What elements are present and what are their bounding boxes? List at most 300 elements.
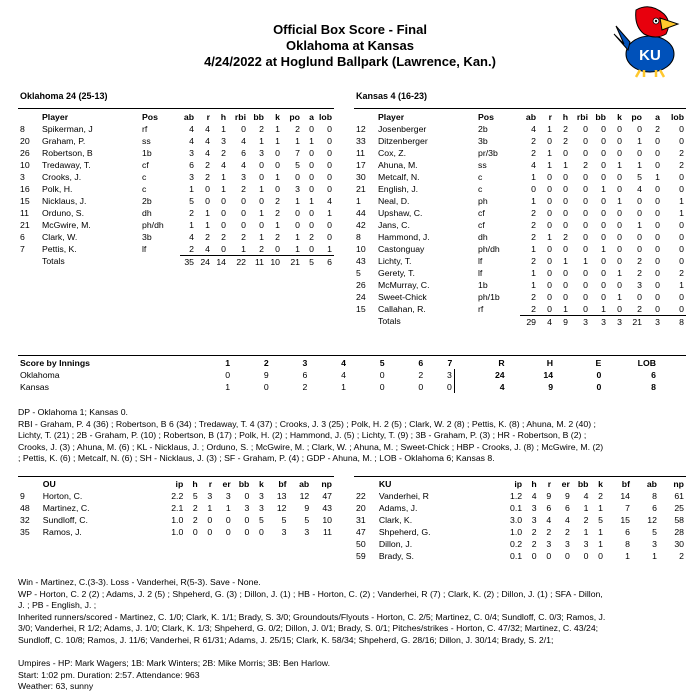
batting-cell: 1 (295, 135, 300, 146)
batting-cell: 0 (601, 255, 606, 266)
batting-cell: McMurray, C. (378, 279, 430, 290)
column-header-h: h (220, 111, 226, 122)
column-header-ip: ip (514, 478, 523, 489)
inning-runs: 1 (341, 381, 346, 392)
pitching-cell: 3 (531, 502, 537, 513)
totals-row (18, 256, 334, 269)
column-header-Player: Player (378, 111, 405, 122)
column-header-ip: ip (175, 478, 184, 489)
batting-cell: 2 (531, 255, 536, 266)
pitching-cell: 5 (652, 526, 657, 537)
pitching-cell: 0 (598, 550, 604, 561)
batting-cell: 0 (617, 231, 622, 242)
pitching-cell: 1 (598, 526, 604, 537)
linescore-team-name: Kansas (20, 381, 49, 392)
batting-cell: Clark, W. (42, 231, 78, 242)
inning-header: 1 (225, 357, 231, 368)
batting-cell: 4 (205, 123, 210, 134)
pitching-cell: 4 (564, 514, 570, 525)
batting-cell: 2 (221, 231, 226, 242)
column-header-lob: lob (318, 111, 332, 122)
batting-cell: 1 (259, 135, 264, 146)
batting-cell: 15 (20, 195, 30, 206)
pitching-cell: 2 (531, 538, 537, 549)
batting-cell: 1 (295, 243, 300, 254)
batting-cell: 1 (189, 183, 194, 194)
batting-cell: 0 (531, 183, 536, 194)
batting-cell: 0 (295, 207, 300, 218)
visitor-header-rule (18, 108, 334, 109)
batting-cell: 4 (241, 159, 246, 170)
column-header-bb: bb (577, 478, 589, 489)
batting-cell: 4 (189, 123, 194, 134)
column-header-h: h (531, 478, 537, 489)
table-row (354, 135, 686, 147)
batting-cell: 0 (275, 147, 280, 158)
batting-cell: 0 (637, 123, 642, 134)
table-row (18, 231, 334, 243)
batting-cell: 7 (295, 147, 300, 158)
batting-cell: 0 (275, 159, 280, 170)
pitching-cell: 5 (192, 490, 198, 501)
column-header-r: r (208, 478, 213, 489)
pitching-cell: 3 (583, 538, 589, 549)
batting-cell: 0 (601, 147, 606, 158)
inning-runs: 3 (425, 369, 454, 381)
batting-cell: 2 (531, 231, 536, 242)
batting-cell: 26 (20, 147, 30, 158)
pitching-cell: 6 (564, 502, 570, 513)
batting-cell: 0 (583, 231, 588, 242)
batting-cell: 0 (601, 123, 606, 134)
batting-cell: 1 (655, 171, 660, 182)
batting-cell: 0 (309, 147, 314, 158)
batting-cell: 0 (655, 231, 660, 242)
batting-cell: ss (478, 159, 487, 170)
batting-cell: 0 (583, 123, 588, 134)
batting-cell: 0 (679, 183, 684, 194)
batting-cell: 1 (189, 219, 194, 230)
batting-cell: 0 (547, 303, 552, 314)
batting-cell: c (142, 183, 147, 194)
batting-cell: 4 (531, 123, 536, 134)
batting-cell: lf (478, 255, 483, 266)
batting-cell: 1 (637, 219, 642, 230)
batting-cell: English, J. (378, 183, 419, 194)
inning-runs: 6 (302, 369, 308, 380)
batting-cell: 0 (563, 171, 568, 182)
table-row (18, 195, 334, 207)
batting-cell: 2 (679, 267, 684, 278)
pitching-cell: 3 (546, 538, 552, 549)
column-header-r: r (548, 111, 552, 122)
batting-cell: 0 (637, 231, 642, 242)
batting-cell: 0 (547, 219, 552, 230)
start-note: Start: 1:02 pm. Duration: 2:57. Attendance: 963 (18, 669, 200, 680)
batting-cell: 0 (617, 243, 622, 254)
batting-cell: 11 (20, 207, 30, 218)
batting-cell: 1 (617, 291, 622, 302)
batting-cell: 2 (205, 159, 210, 170)
inning-runs: 0 (263, 381, 269, 392)
pitching-cell: 9 (20, 490, 25, 501)
pitching-cell: 1 (598, 502, 604, 513)
pitching-cell: 10 (322, 514, 332, 525)
column-header-k: k (258, 478, 264, 489)
batting-cell: 0 (583, 147, 588, 158)
pitching-cell: 0 (546, 550, 552, 561)
pitching-cell: 7 (625, 502, 630, 513)
pitching-cell: Ramos, J. (42, 526, 82, 537)
batting-cell: 21 (282, 256, 302, 269)
column-header-r: r (206, 111, 210, 122)
pitching-cell: 12 (299, 490, 310, 501)
column-header-ab: ab (183, 111, 194, 122)
batting-cell: 2 (563, 135, 568, 146)
table-row (18, 502, 334, 514)
batting-cell: Totals (42, 256, 65, 267)
batting-cell: 1b (142, 147, 152, 158)
linescore-table (18, 357, 658, 393)
pitching-cell: Adams, J. (378, 502, 418, 513)
batting-cell: c (142, 171, 147, 182)
linescore-label: Score by Innings (20, 357, 90, 368)
batting-cell: 0 (583, 207, 588, 218)
umpires-note: Umpires - HP: Mark Wagers; 1B: Mark Winters; 2B: Mike Morris; 3B: Ben Harlow. (18, 658, 331, 668)
batting-cell: 1 (531, 195, 536, 206)
table-row (354, 303, 686, 316)
batting-cell: 0 (583, 291, 588, 302)
batting-cell: 2 (531, 303, 536, 314)
pitching-cell: 3 (225, 490, 231, 501)
batting-cell: 2 (259, 243, 264, 254)
batting-cell: 0 (655, 267, 660, 278)
pitching-cell: 2 (192, 514, 198, 525)
pitching-cell: 3 (652, 538, 657, 549)
pitching-cell: 50 (356, 538, 366, 549)
batting-cell: 0 (583, 243, 588, 254)
batting-cell: 1 (221, 123, 226, 134)
batting-cell: 0 (655, 159, 660, 170)
batting-cell: 0 (601, 267, 606, 278)
pitching-cell: 0.1 (510, 550, 523, 561)
batting-cell: 4 (205, 243, 210, 254)
column-header-bb: bb (595, 111, 606, 122)
batting-cell: 1 (309, 195, 314, 206)
pitching-team-label: KU (378, 478, 392, 489)
batting-cell: 0 (637, 195, 642, 206)
batting-cell: Upshaw, C. (378, 207, 423, 218)
batting-cell: Nicklaus, J. (42, 195, 87, 206)
logo-text: KU (639, 47, 661, 64)
pitching-cell: 2 (564, 526, 570, 537)
pitching-cell: 2.1 (171, 502, 184, 513)
table-row (354, 123, 686, 135)
pitching-cell: 32 (20, 514, 30, 525)
rhe-h: 9 (548, 381, 554, 392)
batting-cell: 0 (617, 303, 622, 314)
pitching-cell: 0 (225, 526, 231, 537)
batting-cell: 4 (205, 135, 210, 146)
pitching-cell: 5 (258, 514, 264, 525)
batting-cell: 1 (679, 207, 684, 218)
pitching-cell: 4 (531, 490, 537, 501)
table-row (18, 207, 334, 219)
pitching-cell: 1 (652, 550, 657, 561)
pitching-cell: 5 (281, 514, 287, 525)
table-row (18, 514, 334, 526)
jayhawk-logo (606, 4, 688, 78)
batting-cell: 0 (679, 123, 684, 134)
batting-cell: 4 (205, 147, 210, 158)
rbi-note-line-2: Lichty, T. (21) ; 2B - Graham, P. (10) ; Robertson, B (17) ; Polk, H. (2) ; Hammond, J. (5) ; Lichty, T. (9) ; 3B - Graham, P. (3) ; HR - Robertson, B (2) ; (18, 430, 587, 440)
rhe-e: 0 (596, 369, 602, 380)
column-header-Pos: Pos (142, 111, 158, 122)
pitching-cell: 59 (356, 550, 366, 561)
batting-cell: ph (478, 195, 488, 206)
batting-cell: 3 (590, 316, 608, 329)
batting-cell: 1 (205, 207, 210, 218)
batting-cell: 2 (275, 207, 280, 218)
pitching-cell: 3 (258, 502, 264, 513)
batting-cell: 1 (327, 243, 332, 254)
batting-cell: 0 (679, 135, 684, 146)
batting-cell: 0 (583, 135, 588, 146)
batting-cell: 1 (205, 219, 210, 230)
batting-cell: 0 (275, 243, 280, 254)
home-pitching-rule (354, 476, 686, 477)
linescore-team-row (18, 369, 658, 381)
column-header-lob: lob (670, 111, 684, 122)
batting-cell: 0 (221, 243, 226, 254)
pitching-cell: Clark, K. (378, 514, 413, 525)
column-header-a: a (309, 111, 314, 122)
column-header-k: k (598, 478, 604, 489)
batting-cell: Neal, D. (378, 195, 410, 206)
pitching-cell: 0.2 (510, 538, 523, 549)
inning-runs: 0 (425, 381, 454, 393)
visitor-team-title: Oklahoma 24 (25-13) (20, 91, 108, 101)
batting-cell: 4 (189, 231, 194, 242)
pitching-cell: 13 (276, 490, 287, 501)
batting-cell: 0 (295, 219, 300, 230)
batting-cell: 9 (554, 316, 570, 329)
blank-header-cell (354, 478, 377, 490)
pitching-cell: 0 (244, 514, 250, 525)
batting-cell: 0 (241, 219, 246, 230)
rhe-header: E (595, 357, 602, 368)
batting-cell (476, 316, 520, 329)
pitching-cell: 0.1 (510, 502, 523, 513)
table-row (354, 490, 686, 502)
table-row (354, 538, 686, 550)
batting-cell: 0 (547, 243, 552, 254)
pitching-cell: 1 (583, 526, 589, 537)
batting-cell: 5 (356, 267, 361, 278)
batting-cell: 3 (259, 147, 264, 158)
batting-cell: 0 (601, 291, 606, 302)
pitching-cell: 8 (625, 538, 630, 549)
home-batting-table (354, 111, 686, 328)
batting-cell: 0 (309, 123, 314, 134)
column-header-bb: bb (253, 111, 264, 122)
batting-cell: 0 (679, 219, 684, 230)
batting-cell: pr/3b (478, 147, 498, 158)
batting-cell: 0 (617, 123, 622, 134)
batting-cell: 0 (583, 303, 588, 314)
batting-cell: 0 (617, 135, 622, 146)
batting-cell: rf (142, 123, 148, 134)
batting-cell: Hammond, J. (378, 231, 430, 242)
pitching-cell: 1.0 (510, 526, 523, 537)
batting-cell: 0 (583, 279, 588, 290)
batting-cell: 35 (180, 256, 196, 269)
pitching-cell: 12 (647, 514, 657, 525)
batting-cell (354, 316, 376, 329)
visitor-pitching-rule (18, 476, 334, 477)
batting-cell: 0 (583, 183, 588, 194)
batting-cell: 2b (142, 195, 152, 206)
batting-cell: 21 (356, 183, 366, 194)
rhe-e: 0 (596, 381, 602, 392)
home-team-title: Kansas 4 (16-23) (356, 91, 428, 101)
inherited-note-line-3: Sundloff, C. 10/8; Ramos, J. 11/6; Vanderhei, R 61/31; Adams, J. 25/15; Clark, K. 58/34; Shpeherd, G. 28/16; Dillon, J. 30/14; Brady, S. 2/1; (18, 634, 554, 645)
batting-cell: 1 (679, 195, 684, 206)
batting-cell: 1 (547, 231, 552, 242)
batting-cell: 0 (679, 231, 684, 242)
batting-cell: 2 (259, 123, 264, 134)
batting-cell: Cox, Z. (378, 147, 406, 158)
column-header-ab: ab (646, 478, 657, 489)
batting-cell: 2 (189, 243, 194, 254)
batting-cell: 7 (20, 243, 25, 254)
batting-cell: 0 (309, 243, 314, 254)
column-header-np: np (673, 478, 684, 489)
pitching-cell: 35 (20, 526, 30, 537)
table-row (354, 171, 686, 183)
column-header-h: h (562, 111, 568, 122)
batting-cell: 30 (356, 171, 366, 182)
batting-cell: 4 (538, 316, 554, 329)
pitching-cell: 3 (281, 526, 287, 537)
batting-cell: 11 (248, 256, 266, 269)
blank-header-cell (354, 111, 376, 123)
batting-cell: 6 (316, 256, 334, 269)
batting-cell: 0 (547, 195, 552, 206)
batting-cell: 0 (601, 231, 606, 242)
batting-cell: 0 (637, 207, 642, 218)
batting-cell: 0 (655, 255, 660, 266)
pitching-cell: 9 (546, 490, 552, 501)
batting-cell: 8 (20, 123, 25, 134)
batting-cell: dh (142, 207, 152, 218)
batting-cell: c (478, 183, 483, 194)
rbi-note-line-3: Crooks, J. (3) ; Ahuna, M. (6) ; KL - Nicklaus, J. ; Orduno, S. ; McGwire, M. ; Clark, W. ; Ahuna, M. ; Sweet-Chick ; HBP - Crooks, J. (8) ; McGwire, M. (2) (18, 441, 604, 452)
batting-cell: 0 (547, 171, 552, 182)
batting-cell: 0 (679, 243, 684, 254)
batting-cell: 0 (327, 183, 332, 194)
batting-cell: 3 (295, 183, 300, 194)
table-row (354, 267, 686, 279)
inning-runs: 9 (263, 369, 269, 380)
batting-cell: ph/dh (142, 219, 164, 230)
batting-cell: 3b (478, 135, 488, 146)
batting-cell: 2 (637, 255, 642, 266)
inherited-note-line-2: 3/0; Vanderhei, R 1/2; Adams, J. 1/0; Clark, K. 1/3; Shpeherd, G. 0/2; Dillon, J. 0/1; Brady, S. 0/1; Pitches/strikes - Horton, C. 47/32; Martinez, C. 43/24; (18, 623, 599, 633)
column-header-er: er (222, 478, 231, 489)
column-header-po: po (631, 111, 642, 122)
column-header-bf: bf (278, 478, 287, 489)
batting-cell (18, 256, 40, 269)
batting-cell: 1 (309, 135, 314, 146)
pitching-cell: 0 (192, 526, 198, 537)
batting-cell: 2 (531, 147, 536, 158)
column-header-Player: Player (42, 111, 69, 122)
batting-cell: 0 (583, 171, 588, 182)
batting-cell: 0 (259, 195, 264, 206)
batting-cell: 0 (679, 171, 684, 182)
pitching-cell: 1 (225, 502, 231, 513)
pitching-cell: 2 (531, 526, 537, 537)
matchup-title: Oklahoma at Kansas (286, 38, 414, 53)
pitching-cell: 1.0 (171, 514, 184, 525)
batting-cell: 21 (624, 316, 644, 329)
linescore-header-row (18, 357, 658, 369)
weather-note: Weather: 63, sunny (18, 681, 94, 691)
batting-cell: 2 (531, 207, 536, 218)
batting-cell: 12 (356, 123, 366, 134)
batting-cell: 1 (275, 135, 280, 146)
home-header-rule (354, 108, 686, 109)
pitching-cell: 0 (244, 526, 250, 537)
batting-cell: 0 (259, 171, 264, 182)
table-row (354, 291, 686, 303)
batting-cell: 0 (563, 207, 568, 218)
batting-cell: 1 (259, 207, 264, 218)
pitching-cell: 2 (192, 502, 198, 513)
table-row (18, 147, 334, 159)
batting-cell: 0 (655, 207, 660, 218)
column-header-rbi: rbi (234, 111, 246, 122)
batting-cell: 0 (655, 195, 660, 206)
batting-cell: 44 (356, 207, 366, 218)
column-header-rbi: rbi (576, 111, 588, 122)
column-header-np: np (321, 478, 332, 489)
pitching-cell: 31 (356, 514, 366, 525)
batting-cell: 2 (295, 123, 300, 134)
batting-cell: 2 (583, 159, 588, 170)
pitching-cell: 3.0 (510, 514, 523, 525)
batting-cell: 15 (356, 303, 366, 314)
pitching-cell: 1 (625, 550, 630, 561)
pitching-cell: 0 (583, 550, 589, 561)
batting-cell: 1 (547, 159, 552, 170)
linescore-team-row (18, 381, 658, 393)
batting-cell: ss (142, 135, 151, 146)
batting-cell: 5 (189, 195, 194, 206)
batting-cell: Pettis, K. (42, 243, 77, 254)
inning-runs: 0 (379, 381, 385, 392)
batting-cell: 0 (601, 159, 606, 170)
batting-cell: 1 (275, 123, 280, 134)
batting-cell: Metcalf, N. (378, 171, 420, 182)
batting-cell: 2 (531, 135, 536, 146)
pitching-team-label: OU (42, 478, 56, 489)
batting-cell: 1b (478, 279, 488, 290)
pitching-cell: 43 (322, 502, 332, 513)
pitching-cell: 47 (356, 526, 366, 537)
game-info (18, 658, 690, 693)
